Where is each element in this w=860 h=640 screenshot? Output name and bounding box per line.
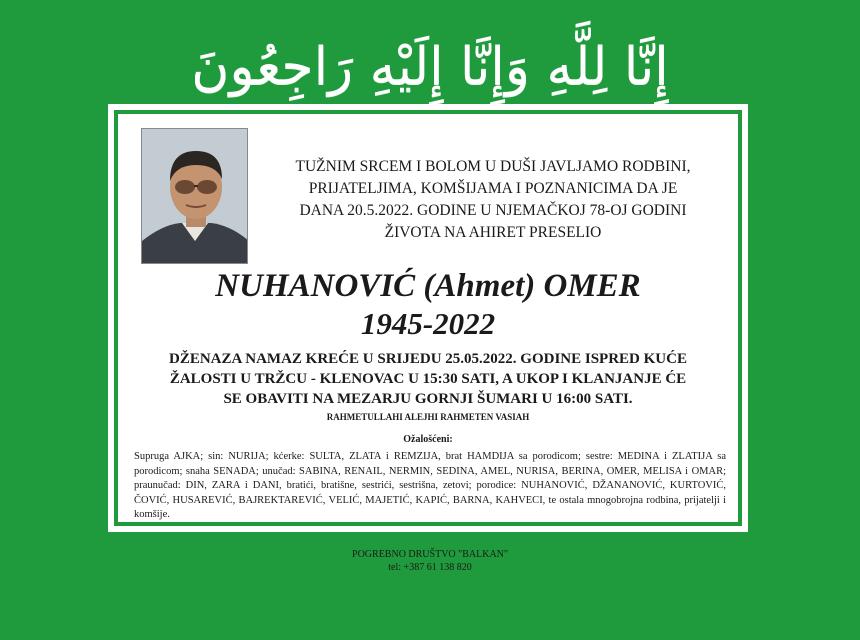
intro-line: PRIJATELJIMA, KOMŠIJAMA I POZNANICIMA DA JE	[308, 180, 678, 197]
arabic-calligraphy-header	[0, 22, 860, 112]
intro-line: DANA 20.5.2022. GODINE U NJEMAČKOJ 78-OJ GODINI	[299, 202, 687, 219]
portrait-illustration	[142, 129, 248, 264]
calligraphy-text: إِنَّا لِلَّهِ وَإِنَّا إِلَيْهِ رَاجِعُونَ	[191, 37, 669, 97]
intro-line: TUŽNIM SRCEM I BOLOM U DUŠI JAVLJAMO RODBINI,	[295, 158, 691, 175]
company-name: POGREBNO DRUŠTVO "BALKAN"	[352, 549, 508, 560]
announcement-intro	[258, 156, 728, 244]
deceased-years: 1945-2022	[360, 306, 496, 341]
deceased-name: NUHANOVIĆ (Ahmet) OMER	[215, 268, 641, 304]
mourners-list: Supruga AJKA; sin: NURIJA; kćerke: SULTA, ZLATA i REMZIJA, brat HAMDIJA sa porodicom; sestre: MEDINA i ZLATIJA sa porodicom; snaha SENADA; unučad: SABINA, RENAIL, NERMIN, SEDINA, AMEL, NURISA, BERINA, OMER, MELISA i OMAR; praunučad: DIN, ZARA i DANI, bratići, bratišne, sestrići, sestrišna, zetovi; porodice: NUHANOVIĆ, DŽANANOVIĆ, KURTOVIĆ, ČOVIĆ, HUSAREVIĆ, BAJREKTAREVIĆ, VELIĆ, MAJETIĆ, KAPIĆ, BARNA, KAHVECI, te ostala mnogobrojna rodbina, prijatelji i komšije.	[134, 451, 726, 521]
funeral-details	[108, 349, 748, 409]
funeral-line: ŽALOSTI U TRŽCU - KLENOVAC U 15:30 SATI, A UKOP I KLANJANJE ĆE	[169, 371, 687, 387]
funeral-line: SE OBAVITI NA MEZARJU GORNJI ŠUMARI U 16:00 SATI.	[223, 391, 633, 407]
company-phone: tel: +387 61 138 820	[388, 562, 472, 573]
funeral-company-footer	[0, 548, 860, 574]
funeral-line: DŽENAZA NAMAZ KREĆE U SRIJEDU 25.05.2022. GODINE ISPRED KUĆE	[169, 351, 687, 367]
prayer-text: RAHMETULLAHI ALEJHI RAHMETEN VASIAH	[326, 412, 530, 422]
obituary-card	[108, 104, 748, 532]
mourners-title: Ožalošćeni:	[403, 434, 453, 445]
deceased-photo	[141, 128, 248, 264]
intro-line: ŽIVOTA NA AHIRET PRESELIO	[384, 224, 602, 241]
